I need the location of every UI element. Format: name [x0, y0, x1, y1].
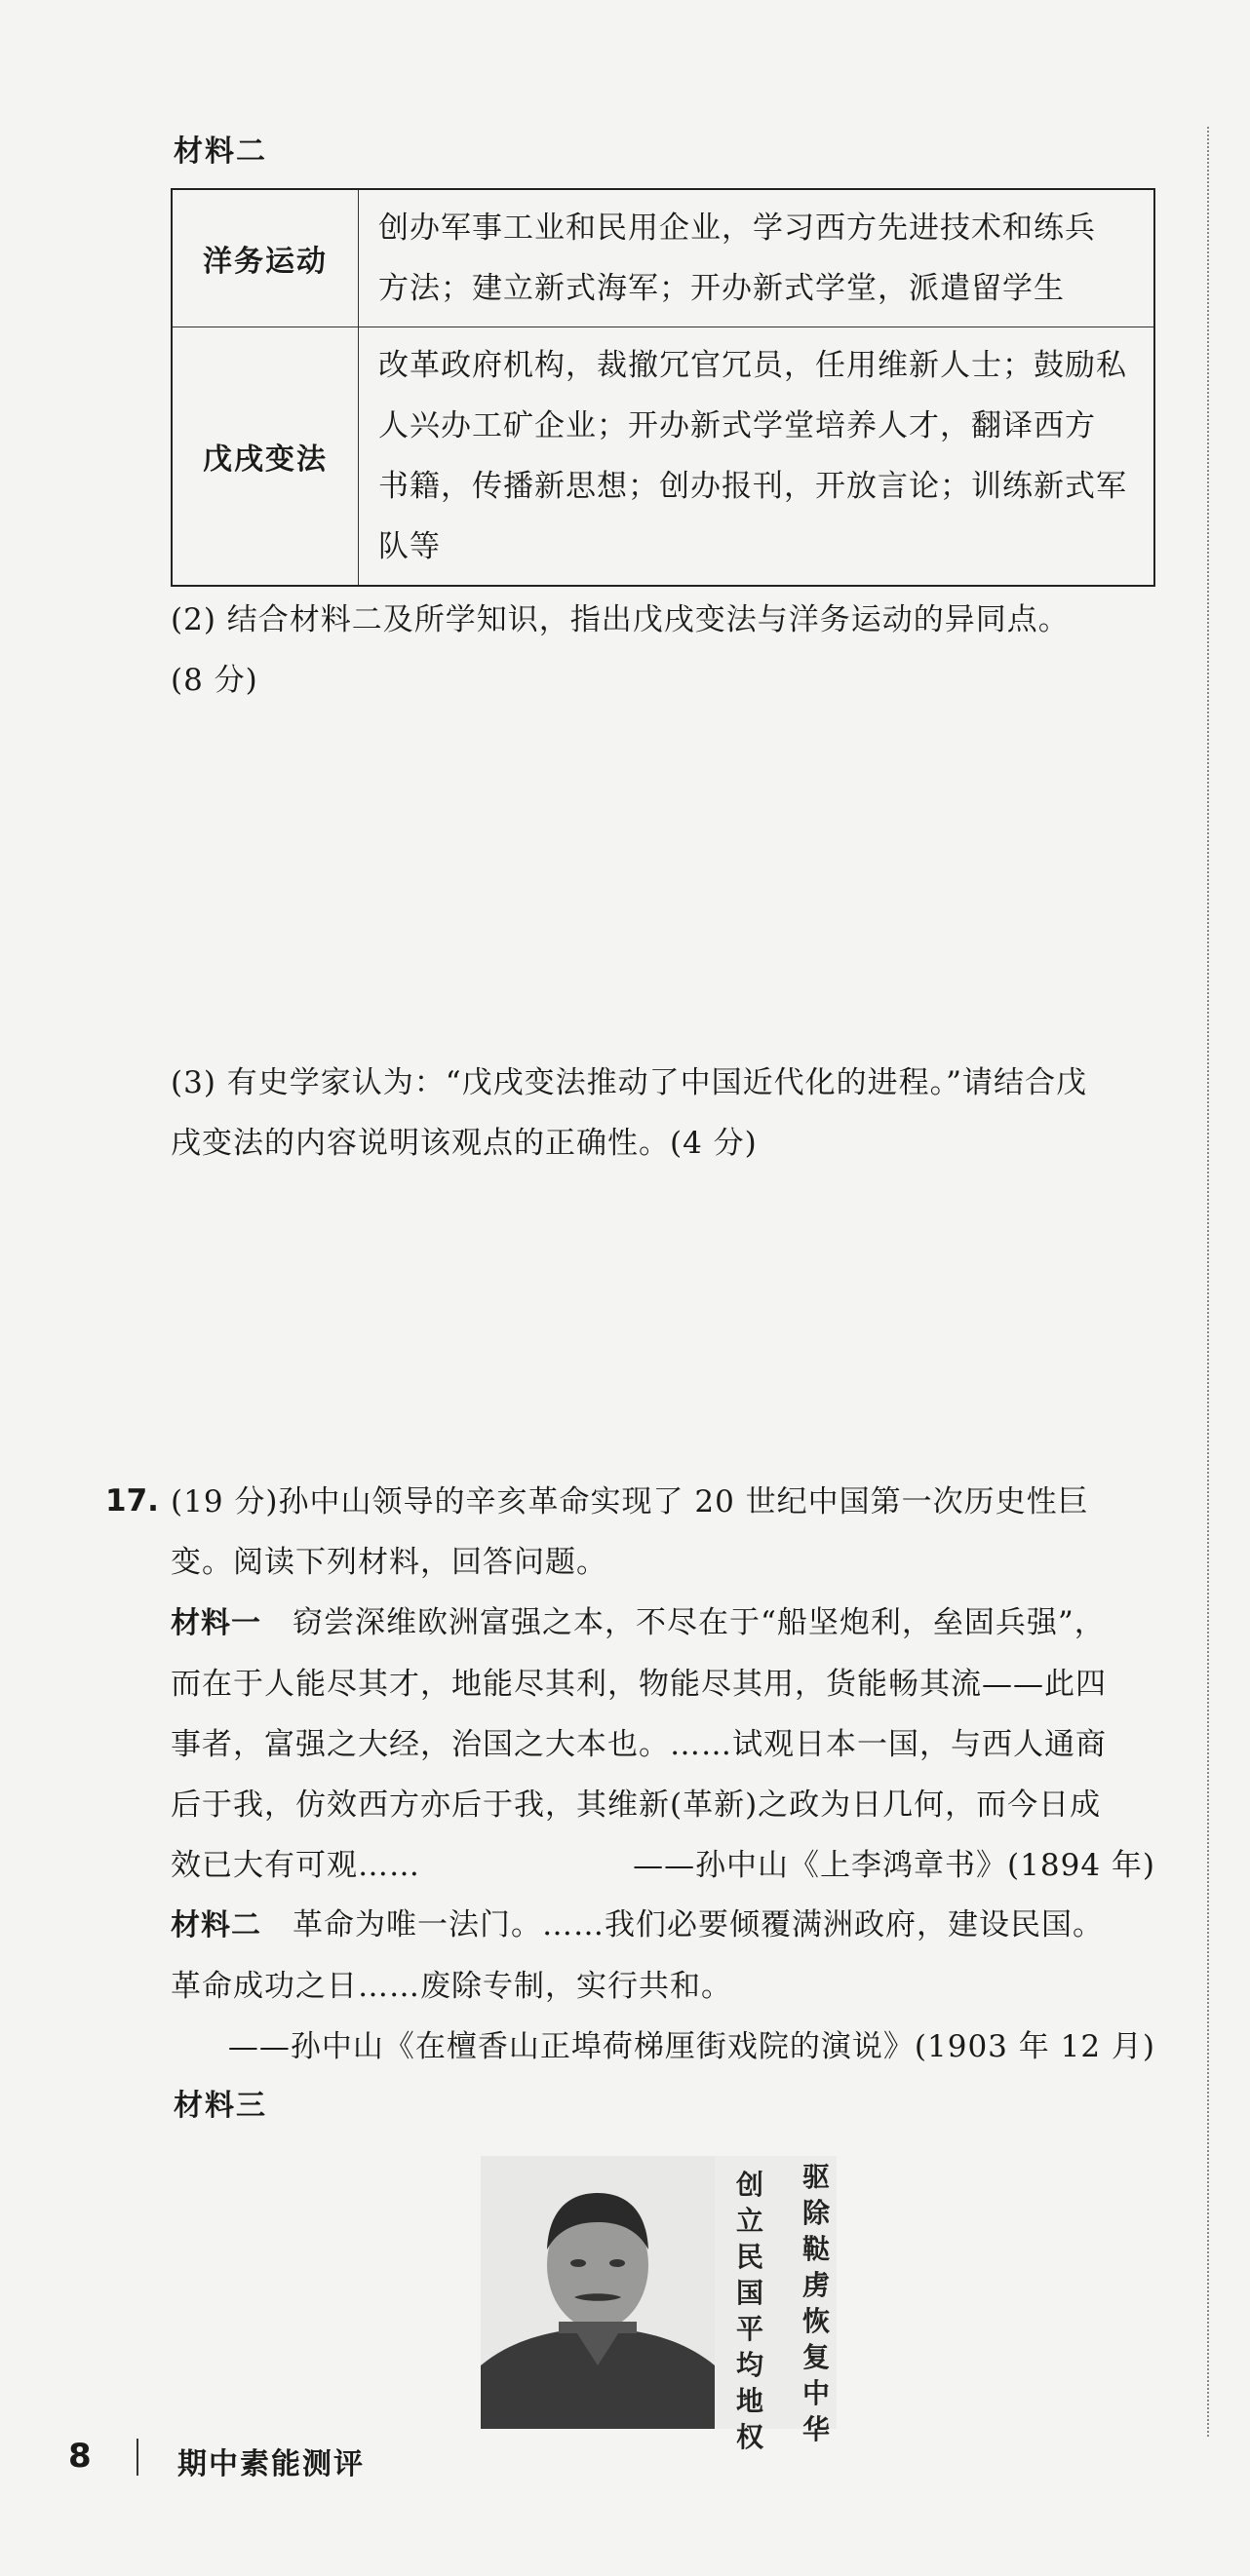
question-17-intro	[171, 1472, 1155, 1593]
material2-heading: 材料二	[174, 135, 267, 169]
question-2	[171, 590, 1155, 711]
footer-title: 期中素能测评	[177, 2447, 365, 2481]
material2-label: 材料二	[171, 1908, 261, 1942]
material3-heading: 材料三	[174, 2089, 267, 2123]
material1-last-line	[171, 1835, 1155, 1896]
material2-first-line	[171, 1895, 1155, 1956]
material1-text: 窃尝深维欧洲富强之本，不尽在于“船坚炮利，垒固兵强”，	[293, 1605, 1106, 1640]
footer-divider	[137, 2439, 138, 2476]
material1-first-line	[171, 1593, 1155, 1654]
row-content-reform	[359, 327, 1155, 587]
question-line: (19 分)孙中山领导的辛亥革命实现了 20 世纪中国第一次历史性巨	[171, 1484, 1089, 1519]
content-line: 人兴办工矿企业；开办新式学堂培养人才，翻译西方	[378, 408, 1096, 443]
comparison-table	[171, 188, 1155, 587]
material2-text: 革命为唯一法门。……我们必要倾覆满洲政府，建设民国。	[293, 1907, 1104, 1942]
content-line: 改革政府机构，裁撤冗官冗员，任用维新人士；鼓励私	[378, 348, 1127, 383]
content-line: 队等	[378, 529, 441, 564]
material-line: 后于我，仿效西方亦后于我，其维新(革新)之政为日几何，而今日成	[171, 1788, 1102, 1823]
q17-material1	[171, 1593, 1155, 1896]
material-line: 事者，富强之大经，治国之大本也。……试观日本一国，与西人通商	[171, 1727, 1107, 1762]
material-line: 革命成功之日……废除专制，实行共和。	[171, 1969, 732, 2004]
question-line: (8 分)	[171, 663, 258, 698]
q17-material2	[171, 1895, 1155, 2077]
material2-source: ——孙中山《在檀香山正埠荷梯厘街戏院的演说》(1903 年 12 月)	[227, 2029, 1155, 2064]
question-17-number: 17.	[105, 1483, 159, 1519]
row-label-reform: 戊戌变法	[172, 327, 359, 587]
content-line: 方法；建立新式海军；开办新式学堂，派遣留学生	[378, 271, 1065, 306]
material-line: 效已大有可观……	[171, 1848, 420, 1883]
question-3	[171, 1053, 1155, 1173]
calligraphy-left-column: 创立民国平均地权	[735, 2169, 763, 2453]
question-line: 戌变法的内容说明该观点的正确性。(4 分)	[171, 1126, 758, 1161]
row-label-westernization: 洋务运动	[172, 189, 359, 327]
question-line: (3) 有史学家认为：“戊戌变法推动了中国近代化的进程。”请结合戊	[171, 1065, 1087, 1100]
material1-source: ——孙中山《上李鸿章书》(1894 年)	[633, 1848, 1155, 1883]
page-number: 8	[68, 2437, 92, 2476]
calligraphy-right-column: 驱除鞑虏恢复中华	[801, 2161, 830, 2445]
binding-dotted-rule	[1207, 127, 1209, 2437]
content-line: 书籍，传播新思想；创办报刊，开放言论；训练新式军	[378, 469, 1127, 504]
calligraphy-inscription	[722, 2159, 843, 2453]
question-line: 变。阅读下列材料，回答问题。	[171, 1545, 607, 1580]
content-line: 创办军事工业和民用企业，学习西方先进技术和练兵	[378, 211, 1096, 246]
portrait-image	[481, 2156, 715, 2429]
table-row	[172, 189, 1154, 327]
row-content-westernization	[359, 189, 1155, 327]
question-line: (2) 结合材料二及所学知识，指出戊戌变法与洋务运动的异同点。	[171, 602, 1070, 637]
material1-label: 材料一	[171, 1606, 261, 1640]
material-line: 而在于人能尽其才，地能尽其利，物能尽其用，货能畅其流——此四	[171, 1667, 1107, 1702]
table-row	[172, 327, 1154, 587]
